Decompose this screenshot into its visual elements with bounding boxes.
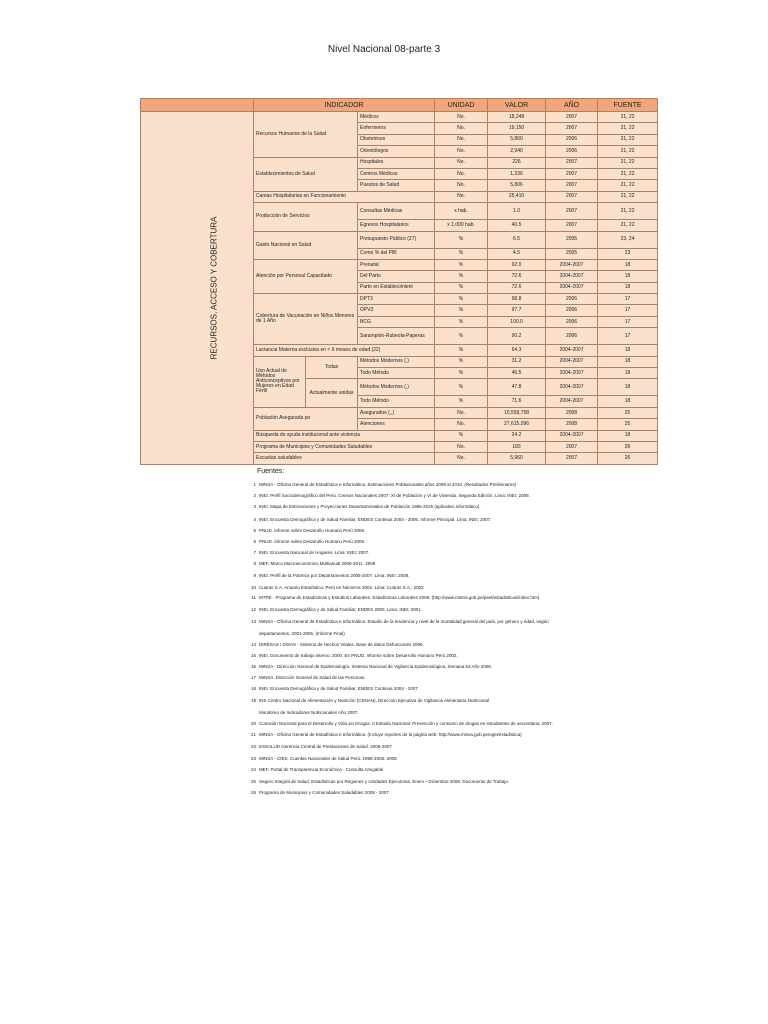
sub-indicator: Prenatal	[358, 259, 435, 270]
footnote	[245, 632, 645, 637]
footnote	[245, 596, 645, 601]
year-cell: 2004-2007	[546, 271, 598, 282]
footnote-number: 3	[253, 504, 256, 509]
unit-cell: No.	[435, 441, 488, 452]
value-cell: 226	[488, 157, 546, 168]
source-cell: 21, 22	[598, 157, 658, 168]
unit-cell: %	[435, 231, 488, 248]
sub-indicator: Métodos Modernos (,)	[358, 379, 435, 396]
year-cell: 2007	[546, 157, 598, 168]
footnote-number: 15	[250, 653, 256, 658]
indicator-group: Camas Hospitalarias en Funcionamiento	[254, 191, 435, 202]
footnote	[245, 791, 645, 796]
year-cell: 2004-2007	[546, 259, 598, 270]
unit-cell: %	[435, 328, 488, 345]
sub-indicator: Obstetrices	[358, 134, 435, 145]
source-cell: 18	[598, 271, 658, 282]
source-cell: 25	[598, 407, 658, 418]
year-cell: 2004-2007	[546, 356, 598, 367]
indicator-group: Gasto Nacional en Salud	[254, 231, 358, 259]
sub-indicator: Egresos Hospitalarios	[358, 220, 435, 231]
unit-cell: No.	[435, 168, 488, 179]
footnote-number: 5	[253, 528, 256, 533]
value-cell: 71.6	[488, 396, 546, 407]
unit-cell: No.	[435, 123, 488, 134]
header-blank	[141, 99, 254, 112]
sub-indicator: Centros Médicos	[358, 168, 435, 179]
footnote	[245, 574, 645, 579]
source-cell: 23	[598, 248, 658, 259]
value-cell: 98.8	[488, 294, 546, 305]
source-cell: 26	[598, 453, 658, 464]
sub-indicator: BCG	[358, 316, 435, 327]
sub-indicator: Como % del PBI	[358, 248, 435, 259]
footnote-text: MINSA - CIES. Cuentas Nacionales de Salud Perú. 1995-2005. 2008	[259, 756, 397, 761]
sub-indicator: Métodos Modernos (,)	[358, 356, 435, 367]
footnote	[245, 733, 645, 738]
value-cell: 46.5	[488, 368, 546, 379]
footnote-number: 16	[250, 664, 256, 669]
sub-indicator: Todo Método	[358, 368, 435, 379]
source-cell: 18	[598, 282, 658, 293]
section-label: RECURSOS, ACCESO Y COBERTURA	[209, 216, 219, 360]
footnote	[245, 768, 645, 773]
footnote-text: MINSA - Oficina General de Estadística e Informática. Estudio de la tendencia y nivel de la mortalidad general del país, por género y edad, según	[259, 619, 549, 624]
footnote-number: 8	[253, 561, 256, 566]
subgroup-label: Todas	[306, 356, 358, 379]
indicator-group: Lactancia Materna exclusiva en < 6 meses de edad (22)	[254, 345, 435, 356]
value-cell: 6.5	[488, 231, 546, 248]
source-cell: 21, 22	[598, 191, 658, 202]
page-title: Nivel Nacional 08-parte 3	[327, 44, 441, 55]
unit-cell: %	[435, 430, 488, 441]
footnote-number: 9	[253, 573, 256, 578]
footnote-number: 4	[253, 517, 256, 522]
footnote	[245, 505, 645, 510]
year-cell: 2004-2007	[546, 430, 598, 441]
footnote	[245, 551, 645, 556]
footnote-text: PNUD. Informe sobre Desarrollo Humano Perú 2005.	[259, 539, 366, 544]
footnote-text: Cuanto S.A. Anuario Estadístico. Perú en Números 2002. Lima: Cuánto S.A.; 2002	[259, 585, 424, 590]
footnote-number: 17	[250, 675, 256, 680]
value-cell: 1.0	[488, 203, 546, 220]
footnote-text: MINSA - Dirección General de Epidemiología. Sistema Nacional de Vigilancia Epidemiológica, Semana 53 Año 2008.	[259, 664, 493, 669]
source-cell: 18	[598, 430, 658, 441]
footnote-number: 14	[250, 642, 256, 647]
footnote-number: 18	[250, 686, 256, 691]
year-cell: 2006	[546, 328, 598, 345]
unit-cell: No.	[435, 146, 488, 157]
footnote-text: Comisión Nacional para el Desarrollo y Vida sin Drogas. II Estudio Nacional: Prevención y consumo de drogas en estudiantes de secundaria, 2007.	[259, 721, 553, 726]
footnote-text: INEI. Encuesta Demográfica y de Salud Familiar, ENDES 2000. Lima: INEI; 2001.	[259, 607, 422, 612]
source-cell: 21, 22	[598, 123, 658, 134]
sub-indicator: Hospitales	[358, 157, 435, 168]
footnote-text: MINSA. Dirección General de Salud de las Personas.	[259, 675, 366, 680]
year-cell: 2007	[546, 453, 598, 464]
sub-indicator: OPV3	[358, 305, 435, 316]
year-cell: 2007	[546, 191, 598, 202]
footnote	[245, 722, 645, 727]
sub-indicator: Atenciones	[358, 419, 435, 430]
indicator-group: Búsqueda de ayuda institucional ante violencia	[254, 430, 435, 441]
sub-indicator: Enfermeros	[358, 123, 435, 134]
sub-indicator: Asegurados (,,)	[358, 407, 435, 418]
footnote	[245, 518, 645, 523]
source-cell: 17	[598, 305, 658, 316]
value-cell: 10,558,758	[488, 407, 546, 418]
footnote-text: INEI. Documento de trabajo interno. 2000. En PNUD. Informe sobre Desarrollo Humano Perú 2002.	[259, 653, 458, 658]
indicator-group: Recursos Humanos de la Salud	[254, 112, 358, 158]
value-cell: 72.6	[488, 282, 546, 293]
year-cell: 2004-2007	[546, 379, 598, 396]
unit-cell: %	[435, 271, 488, 282]
year-cell: 2004-2007	[546, 282, 598, 293]
value-cell: 1,336	[488, 168, 546, 179]
footnote-text: INEI. Perfil Sociodemográfico del Perú. Censos Nacionales 2007. XI de Población y VI de Vivienda. Segunda Edición. Lima: INEI; 2008.	[259, 493, 530, 498]
value-cell: 24.2	[488, 430, 546, 441]
value-cell: 5,860	[488, 134, 546, 145]
footnote	[245, 540, 645, 545]
unit-cell: %	[435, 345, 488, 356]
footnote	[245, 780, 645, 785]
indicator-group: Población Asegurada po	[254, 407, 358, 430]
unit-cell: x 1,000 hab.	[435, 220, 488, 231]
footnote-text: Programa de Municipios y Comunidades Saludables 2008 - 2007	[259, 790, 389, 795]
sub-indicator: Parto en Establecimient	[358, 282, 435, 293]
unit-cell: No.	[435, 407, 488, 418]
indicator-group: Atención por Personal Capacitado	[254, 259, 358, 293]
sub-indicator: Del Parto	[358, 271, 435, 282]
section-label-cell	[141, 112, 254, 465]
footnote-text: MTPE - Programa de Estadísticas y Estudios Laborales. Estadísticas Laborales 2006. (http://www.mintra.gob.pe/peel/estadisticas/index.htm)	[259, 595, 540, 600]
footnote-number: 2	[253, 493, 256, 498]
footnote	[245, 687, 645, 692]
footnote	[245, 665, 645, 670]
footnote-text: MINSA - Oficina General de Estadística e Informática. Estimaciones Poblacionales años 2008 al 2010. (Resultados Preliminares)	[259, 482, 517, 487]
year-cell: 2006	[546, 146, 598, 157]
year-cell: 2008	[546, 419, 598, 430]
year-cell: 2005	[546, 248, 598, 259]
footnote-number: 22	[250, 744, 256, 749]
year-cell: 2004-2007	[546, 396, 598, 407]
unit-cell: x hab.	[435, 203, 488, 220]
sub-indicator: Todo Método	[358, 396, 435, 407]
source-cell: 17	[598, 294, 658, 305]
year-cell: 2007	[546, 203, 598, 220]
footnote-text: INEI. Mapa de Estimaciones y Proyecciones Departamentales de Población 1995-2025 (aplicativo informático).	[259, 504, 481, 509]
source-cell: 21, 22	[598, 112, 658, 123]
year-cell: 2006	[546, 294, 598, 305]
footnote-number: 11	[251, 595, 256, 600]
unit-cell: %	[435, 282, 488, 293]
value-cell: 5,960	[488, 453, 546, 464]
value-cell: 72.6	[488, 271, 546, 282]
source-cell: 21, 22	[598, 220, 658, 231]
value-cell: 100.0	[488, 316, 546, 327]
footnote	[245, 643, 645, 648]
unit-cell: %	[435, 368, 488, 379]
footnote-number: 25	[250, 779, 256, 784]
subgroup-label: Actualmente unidas	[306, 379, 358, 407]
year-cell: 2007	[546, 123, 598, 134]
footnote-text: INEI. Perfil de la Pobreza por Departamentos 2005-2007. Lima: INEI; 2008.	[259, 573, 410, 578]
value-cell: 40.5	[488, 220, 546, 231]
source-cell: 18	[598, 379, 658, 396]
footnote	[245, 586, 645, 591]
sub-indicator: Odontólogos	[358, 146, 435, 157]
footnote-text: INEI. Encuesta Demográfica y de Salud Familiar, ENDES Continua 2004 - 2007.	[259, 686, 420, 691]
indicators-table	[140, 98, 658, 465]
unit-cell: %	[435, 316, 488, 327]
footnote-text: INS Centro Nacional de Alimentación y Nutrición (CENAN), Dirección Ejecutiva de Vigilancia Alimentaria Nutricional	[259, 698, 490, 703]
footnote-number: 6	[253, 539, 256, 544]
footnote	[245, 699, 645, 704]
source-cell: 17	[598, 316, 658, 327]
unit-cell: %	[435, 356, 488, 367]
indicator-group: Establecimientos de Salud	[254, 157, 358, 191]
footnote-text: Seguro Integral de Salud. Estadísticas por Regiones y Unidades Ejecutoras. Enero - Diciembre 2008. Documento de Trabajo.	[259, 779, 510, 784]
footnote	[245, 562, 645, 567]
year-cell: 2004-2007	[546, 368, 598, 379]
value-cell: 19,150	[488, 123, 546, 134]
footnote-text: Monitoreo de Indicadores Nutricionales Año 2007.	[259, 710, 359, 715]
footnote	[245, 676, 645, 681]
source-cell: 21, 22	[598, 134, 658, 145]
year-cell: 2007	[546, 220, 598, 231]
source-cell: 25	[598, 419, 658, 430]
year-cell: 2006	[546, 305, 598, 316]
year-cell: 2007	[546, 441, 598, 452]
year-cell: 2006	[546, 316, 598, 327]
source-cell: 18	[598, 259, 658, 270]
footnote-number: 23	[250, 756, 256, 761]
footnote-number: 1	[253, 482, 256, 487]
footnote-number: 20	[250, 721, 256, 726]
header-valor: VALOR	[488, 99, 546, 112]
footnote	[245, 757, 645, 762]
unit-cell: %	[435, 248, 488, 259]
value-cell: 25,410	[488, 191, 546, 202]
sub-indicator: Presupuesto Público (27)	[358, 231, 435, 248]
sub-indicator: DPT3	[358, 294, 435, 305]
value-cell: 5,806	[488, 180, 546, 191]
footnote-text: DIRESAS / DISAS - Sistema de Hechos Vitales. Base de datos Defunciones 2006.	[259, 642, 424, 647]
unit-cell: No.	[435, 134, 488, 145]
unit-cell: No.	[435, 157, 488, 168]
header-indicador: INDICADOR	[254, 99, 435, 112]
footnote-number: 19	[250, 698, 256, 703]
year-cell: 2008	[546, 407, 598, 418]
source-cell: 18	[598, 345, 658, 356]
indicator-group: Uso Actual de Métodos Anticonceptivos por Mujeres en Edad Fértil	[254, 356, 306, 407]
value-cell: 47.8	[488, 379, 546, 396]
footnote-number: 24	[250, 767, 256, 772]
indicator-group: Programa de Municipios y Comunidades Saludables	[254, 441, 435, 452]
source-cell: 18	[598, 368, 658, 379]
footnote	[245, 620, 645, 625]
footnote-text: PNUD. Informe sobre Desarrollo Humano Perú 2006.	[259, 528, 366, 533]
header-anio: AÑO	[546, 99, 598, 112]
value-cell: 31.2	[488, 356, 546, 367]
source-cell: 26	[598, 441, 658, 452]
source-cell: 21, 22	[598, 146, 658, 157]
footnote-text: MEF. Marco Macroeconómico Multianual 2009-2011. 2008	[259, 561, 376, 566]
unit-cell: %	[435, 259, 488, 270]
value-cell: 90.2	[488, 328, 546, 345]
value-cell: 4.5	[488, 248, 546, 259]
unit-cell: No.	[435, 112, 488, 123]
indicator-group: Cobertura de Vacunación en Niños Menores de 1 Año	[254, 294, 358, 345]
footnote	[245, 654, 645, 659]
footnote	[245, 494, 645, 499]
source-cell: 21, 22	[598, 203, 658, 220]
source-cell: 18	[598, 356, 658, 367]
indicator-group: Producción de Servicios	[254, 203, 358, 231]
year-cell: 2004-2007	[546, 345, 598, 356]
footnote	[245, 745, 645, 750]
footnote-text: INEI. Encuesta Demográfica y de Salud Familiar, ENDES Continua 2004 - 2006. Informe Principal. Lima: INEI; 2007.	[259, 517, 492, 522]
value-cell: 183	[488, 441, 546, 452]
footnote	[245, 608, 645, 613]
sub-indicator: Puestos de Salud	[358, 180, 435, 191]
source-cell: 17	[598, 328, 658, 345]
value-cell: 27,615,096	[488, 419, 546, 430]
sub-indicator: Médicos	[358, 112, 435, 123]
footnote	[245, 529, 645, 534]
value-cell: 2,940	[488, 146, 546, 157]
source-cell: 18	[598, 396, 658, 407]
unit-cell: %	[435, 379, 488, 396]
value-cell: 64.3	[488, 345, 546, 356]
source-cell: 21, 22	[598, 168, 658, 179]
footnote-number: 21	[250, 732, 256, 737]
footnote-text: INEI. Encuesta Nacional de Hogares. Lima: INEI; 2007.	[259, 550, 370, 555]
footnote-text: departamentos. 2001-2006. (Informe Final)	[259, 631, 345, 636]
footnote-text: MINSA - Oficina General de Estadística e Informática. (Incluye reportes de la página web: http://www.minsa.gob.pe/ogei/estadistica)	[259, 732, 522, 737]
value-cell: 92.0	[488, 259, 546, 270]
indicator-group: Escuelas saludables	[254, 453, 435, 464]
sources-heading: Fuentes:	[257, 468, 285, 475]
footnote-text: ESSALUD.Gerencia Central de Prestaciones de Salud. 2005-2007	[259, 744, 392, 749]
year-cell: 2005	[546, 231, 598, 248]
value-cell: 18,248	[488, 112, 546, 123]
footnote-number: 12	[250, 607, 256, 612]
source-cell: 21, 22	[598, 180, 658, 191]
sub-indicator: Consultas Médicas	[358, 203, 435, 220]
unit-cell: No.	[435, 419, 488, 430]
unit-cell: No.	[435, 191, 488, 202]
footnote-number: 26	[250, 790, 256, 795]
year-cell: 2007	[546, 180, 598, 191]
footnote	[245, 711, 645, 716]
footnote-text: MEF. Portal de Transparencia Económica - Consulta Amigable	[259, 767, 384, 772]
table-header-row	[141, 99, 658, 112]
footnote-number: 13	[250, 619, 256, 624]
year-cell: 2006	[546, 134, 598, 145]
footnote	[245, 483, 645, 488]
header-unidad: UNIDAD	[435, 99, 488, 112]
year-cell: 2007	[546, 168, 598, 179]
sub-indicator: Sarampión-Rubeola-Paperas	[358, 328, 435, 345]
year-cell: 2007	[546, 112, 598, 123]
header-fuente: FUENTE	[598, 99, 658, 112]
unit-cell: %	[435, 294, 488, 305]
unit-cell: %	[435, 396, 488, 407]
unit-cell: No.	[435, 453, 488, 464]
table-row	[141, 112, 658, 123]
footnote-number: 7	[253, 550, 256, 555]
source-cell: 23, 24	[598, 231, 658, 248]
unit-cell: %	[435, 305, 488, 316]
footnote-number: 10	[250, 585, 256, 590]
unit-cell: No.	[435, 180, 488, 191]
value-cell: 97.7	[488, 305, 546, 316]
